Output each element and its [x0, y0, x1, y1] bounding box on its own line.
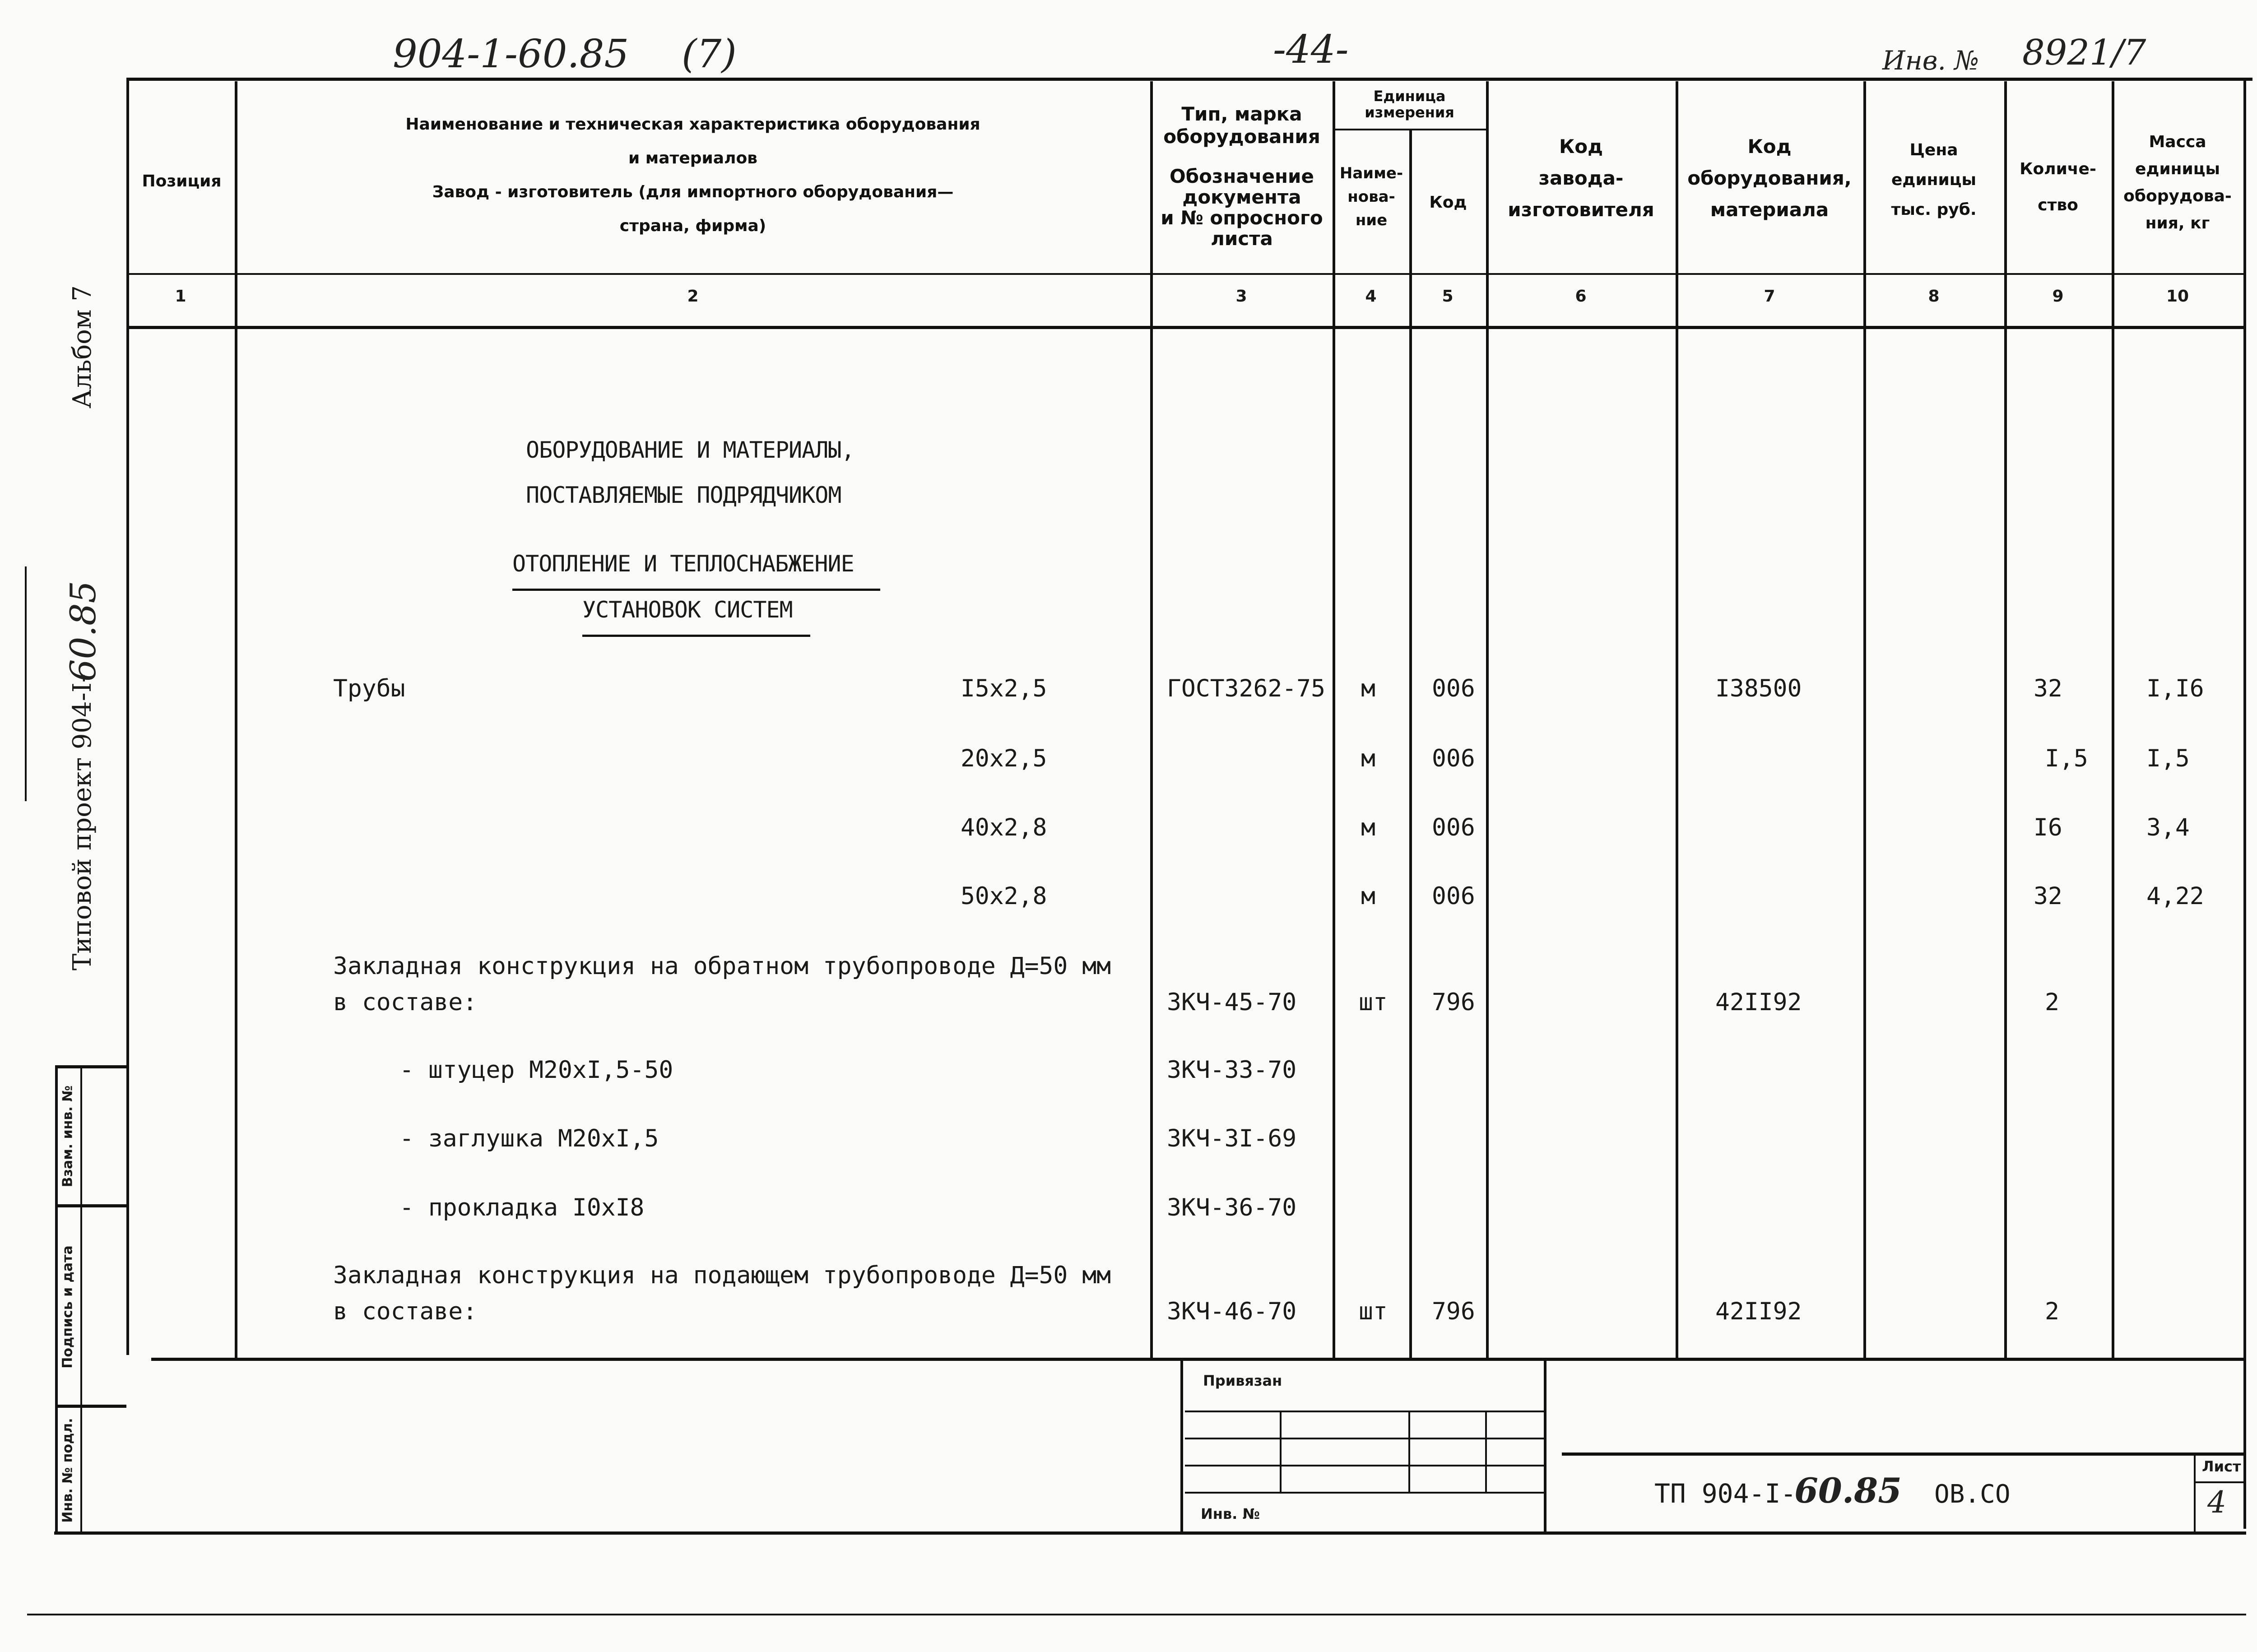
row-name: - заглушка М20хI,5: [399, 1125, 659, 1152]
row-size: 20x2,5: [961, 745, 1047, 772]
header-name-block: [253, 114, 1133, 237]
row-mass: I,5: [2146, 745, 2190, 772]
stamp-inv-replace: Взам. инв. №: [60, 1085, 76, 1188]
row-name: Трубы: [333, 675, 405, 702]
project-code-handwritten: 904-1-60.85: [393, 32, 629, 77]
col-rule-6: [1486, 81, 1489, 1358]
header-mass-line3: оборудова-: [2123, 187, 2232, 205]
col-rule-10: [2112, 81, 2114, 1358]
tb-doc-rule: [1562, 1452, 2243, 1456]
header-unit-line2: измерения: [1365, 104, 1454, 121]
album-label: Альбом 7: [68, 285, 97, 408]
header-unit-name-line3: ние: [1355, 211, 1388, 229]
stamp-inv-orig: Инв. № подл.: [60, 1418, 76, 1523]
row-unit: шт: [1359, 988, 1388, 1016]
header-material-line3: материала: [1710, 199, 1829, 221]
row-size: I5x2,5: [961, 675, 1047, 702]
inventory-number: 8921/7: [2022, 32, 2146, 73]
row-doc: ЗКЧ-33-70: [1167, 1056, 1297, 1084]
stamp-signature-date: Подпись и дата: [60, 1245, 76, 1369]
section-title-line2: ПОСТАВЛЯЕМЫЕ ПОДРЯДЧИКОМ: [526, 482, 841, 508]
col-rule-2: [235, 81, 237, 1358]
row-qty: 2: [2045, 988, 2059, 1016]
section-subtitle-line1: ОТОПЛЕНИЕ И ТЕПЛОСНАБЖЕНИЕ: [512, 551, 854, 577]
row-qty: I,5: [2045, 745, 2088, 772]
row-name: Закладная конструкция на обратном трубопроводе Д=50 мм: [333, 952, 1111, 980]
page-outer-bottom: [27, 1614, 2246, 1615]
header-maker-line1: Код: [1559, 135, 1603, 158]
col-rule-8: [1863, 81, 1866, 1358]
margin-side-rule: [25, 566, 27, 801]
row-material: 42II92: [1715, 1298, 1802, 1325]
col-rule-4: [1333, 81, 1335, 1358]
col-number: 10: [2166, 287, 2189, 306]
row-name: Закладная конструкция на подающем трубопроводе Д=50 мм: [333, 1262, 1111, 1289]
row-name: - прокладка I0xI8: [399, 1194, 645, 1221]
header-price-line3: тыс. руб.: [1891, 200, 1977, 219]
header-mass-line4: ния, кг: [2145, 214, 2210, 232]
frame-left: [126, 78, 129, 1355]
row-mass: 4,22: [2146, 882, 2204, 910]
title-block-left: [1180, 1358, 1183, 1531]
col-rule-5: [1409, 129, 1412, 1358]
header-type-line1: Тип, марка: [1181, 103, 1302, 125]
header-price: [1866, 135, 2002, 225]
col-number: 6: [1575, 287, 1587, 306]
header-price-line2: единицы: [1891, 171, 1977, 189]
linked-label: Привязан: [1203, 1372, 1282, 1389]
col-rule-9: [2004, 81, 2007, 1358]
row-doc: ЗКЧ-45-70: [1167, 988, 1297, 1016]
project-label-typed: Типовой проект 904-I-: [68, 674, 97, 970]
stamp-box-top: [55, 1065, 126, 1068]
row-doc: ГОСТ3262-75: [1167, 675, 1325, 702]
header-mass-line2: единицы: [2135, 160, 2220, 178]
frame-top: [126, 78, 2252, 81]
row-doc: ЗКЧ-3I-69: [1167, 1125, 1297, 1152]
row-name: - штуцер М20хI,5-50: [399, 1056, 673, 1084]
row-unit: м: [1361, 675, 1375, 702]
row-mass: I,I6: [2146, 675, 2204, 702]
header-name-line2: и материалов: [628, 149, 757, 167]
doc-code-typed: ТП 904-I-: [1654, 1478, 1797, 1509]
header-name-line1: Наименование и техническая характеристика оборудования: [405, 115, 980, 134]
col-number: 4: [1365, 287, 1377, 306]
header-quantity-line1: Количе-: [2020, 160, 2096, 178]
inv-label: Инв. №: [1201, 1505, 1260, 1522]
row-name-cont: в составе:: [333, 1298, 478, 1325]
row-qty: 32: [2034, 882, 2062, 910]
header-type-line3: Обозначение: [1170, 165, 1314, 187]
row-doc: ЗКЧ-36-70: [1167, 1194, 1297, 1221]
header-unit-line1: Единица: [1373, 88, 1446, 105]
col-number: 2: [687, 287, 699, 306]
header-type-line4: документа: [1182, 186, 1301, 208]
row-material: 42II92: [1715, 988, 1802, 1016]
row-qty: I6: [2034, 814, 2062, 841]
sheet-number: 4: [2207, 1485, 2226, 1520]
row-unit: м: [1361, 745, 1375, 772]
header-mass: [2114, 129, 2241, 237]
header-type-line6: листа: [1211, 227, 1273, 250]
tb-rule-3: [1185, 1465, 1544, 1466]
title-block-mid: [1544, 1358, 1546, 1531]
header-quantity-line2: ство: [2038, 196, 2078, 214]
section-title-line1: ОБОРУДОВАНИЕ И МАТЕРИАЛЫ,: [526, 437, 855, 463]
section-subtitle-line2: УСТАНОВОК СИСТЕМ: [582, 597, 793, 623]
row-code: 006: [1432, 745, 1475, 772]
col-number: 7: [1764, 287, 1775, 306]
row-qty: 2: [2045, 1298, 2059, 1325]
tb-rule-2: [1185, 1438, 1544, 1439]
subtitle-underline-2: [582, 635, 810, 637]
header-position: Позиция: [142, 172, 222, 190]
inventory-label: Инв. №: [1882, 45, 1979, 76]
stamp-box-left: [55, 1065, 58, 1531]
row-code: 006: [1432, 675, 1475, 702]
row-code: 006: [1432, 814, 1475, 841]
sheet-label: Лист: [2202, 1458, 2241, 1475]
header-mass-line1: Масса: [2149, 133, 2206, 151]
row-code: 006: [1432, 882, 1475, 910]
body-bottom-rule: [151, 1358, 2243, 1361]
doc-suffix: ОВ.СО: [1934, 1480, 2011, 1509]
tb-col-1: [1280, 1411, 1282, 1492]
row-unit: м: [1361, 882, 1375, 910]
col-rule-3: [1150, 81, 1153, 1358]
header-unit-code: Код: [1429, 193, 1467, 212]
header-rule-1: [126, 273, 2243, 275]
album-number-handwritten: (7): [682, 32, 737, 77]
col-number: 8: [1928, 287, 1940, 306]
tb-rule-4: [1185, 1492, 1544, 1494]
row-material: I38500: [1715, 675, 1802, 702]
page-number: -44-: [1273, 27, 1349, 72]
header-type-line2: оборудования: [1163, 125, 1320, 148]
header-price-line1: Цена: [1909, 141, 1958, 159]
row-name-cont: в составе:: [333, 988, 478, 1016]
header-maker-line3: изготовителя: [1508, 199, 1654, 221]
header-unit-group: [1336, 88, 1483, 121]
tb-rule-1: [1185, 1411, 1544, 1412]
sheet-box-left: [2194, 1452, 2196, 1531]
stamp-box-rule-1: [55, 1204, 126, 1207]
col-number: 3: [1235, 287, 1247, 306]
row-mass: 3,4: [2146, 814, 2190, 841]
row-code: 796: [1432, 988, 1475, 1016]
header-unit-name-line1: Наиме-: [1339, 164, 1403, 182]
tb-col-3: [1485, 1411, 1487, 1492]
header-type-line5: и № опросного: [1161, 207, 1323, 229]
col-rule-7: [1676, 81, 1678, 1358]
subtitle-underline-1: [512, 589, 880, 591]
doc-code-handwritten: 60.85: [1794, 1471, 1902, 1511]
header-unit-name: [1335, 162, 1407, 232]
header-material-line1: Код: [1747, 135, 1792, 158]
row-unit: м: [1361, 814, 1375, 841]
header-quantity: [2007, 151, 2109, 223]
sheet-box-rule: [2194, 1481, 2243, 1483]
row-unit: шт: [1359, 1298, 1388, 1325]
frame-bottom: [54, 1531, 2246, 1535]
col-number: 9: [2052, 287, 2064, 306]
header-name-line3: Завод - изготовитель (для импортного оборудования—: [432, 183, 954, 201]
frame-right: [2243, 78, 2246, 1529]
header-name-line4: страна, фирма): [619, 217, 766, 235]
tb-col-2: [1408, 1411, 1410, 1492]
header-type-block: [1154, 103, 1330, 249]
header-material-code: [1679, 131, 1860, 226]
col-number: 5: [1442, 287, 1454, 306]
row-size: 50x2,8: [961, 882, 1047, 910]
project-label-handwritten: 60.85: [63, 580, 104, 682]
header-unit-name-line2: нова-: [1347, 188, 1395, 206]
row-doc: ЗКЧ-46-70: [1167, 1298, 1297, 1325]
stamp-box-divider: [80, 1065, 82, 1531]
row-code: 796: [1432, 1298, 1475, 1325]
header-material-line2: оборудования,: [1687, 167, 1852, 189]
col-number: 1: [175, 287, 186, 306]
header-maker-line2: завода-: [1538, 167, 1624, 189]
header-maker-code: [1490, 131, 1672, 226]
row-qty: 32: [2034, 675, 2062, 702]
row-size: 40x2,8: [961, 814, 1047, 841]
header-rule-2: [126, 326, 2243, 329]
